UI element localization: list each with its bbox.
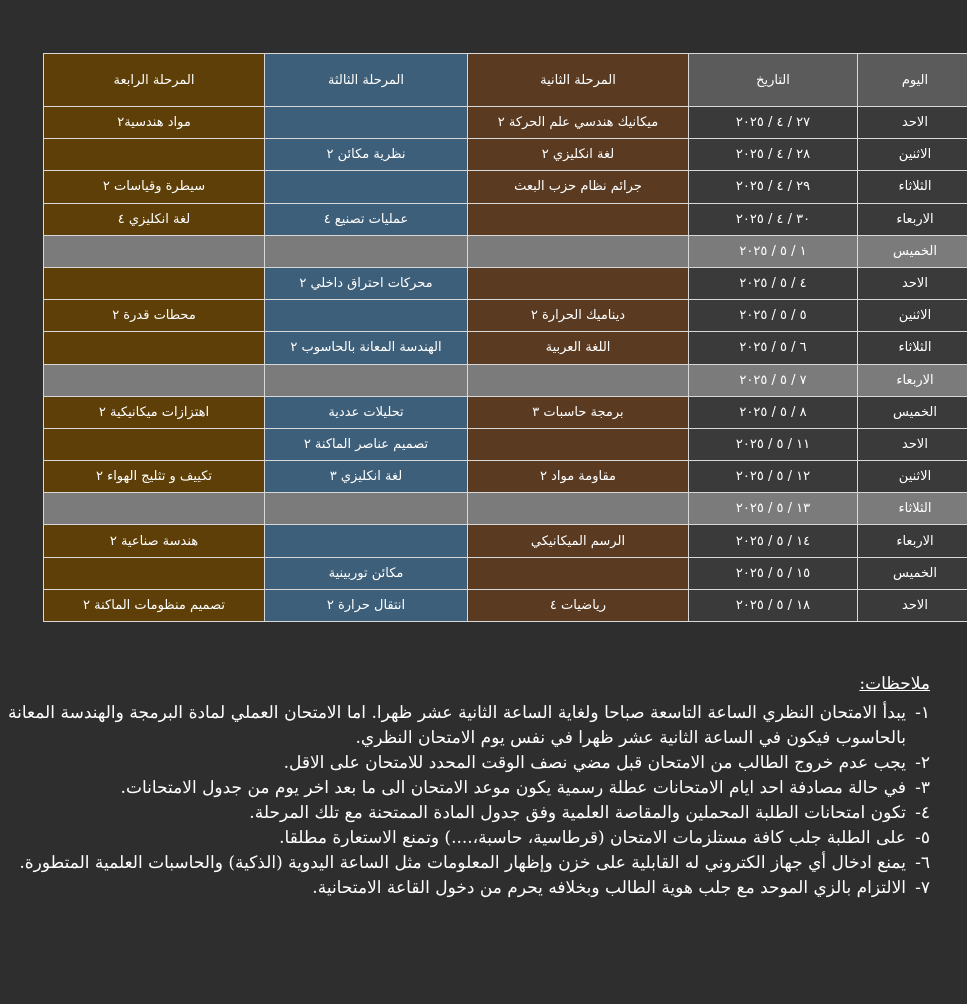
table-row: [44, 267, 967, 299]
cell-date: ٤ / ٥ / ٢٠٢٥: [689, 267, 858, 299]
cell-stage2: الرسم الميكانيكي: [468, 525, 689, 557]
cell-stage4: اهتزازات ميكانيكية ٢: [44, 396, 265, 428]
note-item: [8, 826, 930, 851]
note-number: ١-: [915, 703, 930, 723]
cell-day: الاثنين: [858, 300, 967, 332]
note-number: ٧-: [915, 878, 930, 898]
note-text: يجب عدم خروج الطالب من الامتحان قبل مضي نصف الوقت المحدد للامتحان على الاقل.: [283, 753, 906, 773]
header-stage4: المرحلة الرابعة: [44, 54, 265, 107]
header-stage3: المرحلة الثالثة: [265, 54, 468, 107]
note-text: تكون امتحانات الطلبة المحملين والمقاصة العلمية وفق جدول المادة الممتحنة مع تلك المرحلة.: [249, 803, 906, 823]
cell-stage4: [44, 557, 265, 589]
cell-stage4: [44, 364, 265, 396]
cell-day: الاحد: [858, 107, 967, 139]
table-row: [44, 235, 967, 267]
cell-stage2: [468, 493, 689, 525]
cell-day: الاربعاء: [858, 364, 967, 396]
cell-date: ٢٧ / ٤ / ٢٠٢٥: [689, 107, 858, 139]
cell-stage3: تحليلات عددية: [265, 396, 468, 428]
cell-stage4: سيطرة وقياسات ٢: [44, 171, 265, 203]
cell-day: الاربعاء: [858, 203, 967, 235]
cell-stage3: [265, 493, 468, 525]
cell-date: ١٤ / ٥ / ٢٠٢٥: [689, 525, 858, 557]
cell-stage4: مواد هندسية٢: [44, 107, 265, 139]
cell-stage4: محطات قدرة ٢: [44, 300, 265, 332]
cell-day: الاحد: [858, 428, 967, 460]
table-row: [44, 300, 967, 332]
cell-stage4: [44, 139, 265, 171]
cell-stage4: [44, 428, 265, 460]
cell-day: الاثنين: [858, 461, 967, 493]
cell-date: ١١ / ٥ / ٢٠٢٥: [689, 428, 858, 460]
cell-stage2: [468, 235, 689, 267]
table-row: [44, 557, 967, 589]
cell-stage3: [265, 300, 468, 332]
table-row: [44, 171, 967, 203]
cell-stage2: لغة انكليزي ٢: [468, 139, 689, 171]
cell-date: ١ / ٥ / ٢٠٢٥: [689, 235, 858, 267]
note-text: يمنع ادخال أي جهاز الكتروني له القابلية على خزن وإظهار المعلومات مثل الساعة اليدوية (الذكية) والحاسبات العلمية المتطورة.: [19, 853, 906, 873]
cell-date: ٣٠ / ٤ / ٢٠٢٥: [689, 203, 858, 235]
cell-day: الاثنين: [858, 139, 967, 171]
cell-day: الخميس: [858, 557, 967, 589]
note-number: ٥-: [915, 828, 930, 848]
notes-list: [8, 701, 930, 901]
table-row: [44, 589, 967, 621]
cell-stage2: اللغة العربية: [468, 332, 689, 364]
cell-stage2: [468, 267, 689, 299]
note-item: [8, 876, 930, 901]
note-text: على الطلبة جلب كافة مستلزمات الامتحان (قرطاسية، حاسبة،....) وتمنع الاستعارة مطلقا.: [279, 828, 906, 848]
notes-title: ملاحظات:: [859, 674, 930, 694]
cell-stage2: [468, 557, 689, 589]
cell-stage3: الهندسة المعانة بالحاسوب ٢: [265, 332, 468, 364]
table-row: [44, 139, 967, 171]
table-row: [44, 461, 967, 493]
cell-stage4: [44, 493, 265, 525]
cell-stage4: [44, 267, 265, 299]
cell-stage4: لغة انكليزي ٤: [44, 203, 265, 235]
notes-section: [8, 672, 930, 901]
note-text: يبدأ الامتحان النظري الساعة التاسعة صباحا ولغاية الساعة الثانية عشر ظهرا. اما الامتحان العملي لمادة البرمجة والهندسة المعانة بالحاسوب فيكون في الساعة الثانية عشر ظهرا في نفس يوم الامتحان النظري.: [8, 703, 906, 748]
cell-stage3: محركات احتراق داخلي ٢: [265, 267, 468, 299]
table-body: [44, 107, 967, 622]
table-row: [44, 364, 967, 396]
cell-day: الثلاثاء: [858, 493, 967, 525]
cell-stage3: عمليات تصنيع ٤: [265, 203, 468, 235]
cell-day: الخميس: [858, 235, 967, 267]
cell-date: ١٨ / ٥ / ٢٠٢٥: [689, 589, 858, 621]
cell-day: الاحد: [858, 267, 967, 299]
cell-stage2: برمجة حاسبات ٣: [468, 396, 689, 428]
table-row: [44, 107, 967, 139]
header-date: التاريخ: [689, 54, 858, 107]
cell-day: الثلاثاء: [858, 171, 967, 203]
note-item: [8, 751, 930, 776]
cell-stage3: [265, 107, 468, 139]
note-item: [8, 701, 930, 751]
exam-schedule-table: [43, 53, 967, 622]
cell-stage3: انتقال حرارة ٢: [265, 589, 468, 621]
cell-date: ٢٩ / ٤ / ٢٠٢٥: [689, 171, 858, 203]
cell-stage3: لغة انكليزي ٣: [265, 461, 468, 493]
table-row: [44, 428, 967, 460]
table-header-row: [44, 54, 967, 107]
cell-stage2: ديناميك الحرارة ٢: [468, 300, 689, 332]
table-row: [44, 332, 967, 364]
cell-stage4: تكييف و تثليج الهواء ٢: [44, 461, 265, 493]
cell-day: الثلاثاء: [858, 332, 967, 364]
cell-date: ١٣ / ٥ / ٢٠٢٥: [689, 493, 858, 525]
cell-stage3: [265, 171, 468, 203]
table-row: [44, 493, 967, 525]
note-number: ٣-: [915, 778, 930, 798]
cell-stage2: رياضيات ٤: [468, 589, 689, 621]
cell-day: الخميس: [858, 396, 967, 428]
note-text: الالتزام بالزي الموحد مع جلب هوية الطالب وبخلافه يحرم من دخول القاعة الامتحانية.: [312, 878, 906, 898]
cell-day: الاربعاء: [858, 525, 967, 557]
cell-stage4: [44, 332, 265, 364]
cell-date: ٦ / ٥ / ٢٠٢٥: [689, 332, 858, 364]
cell-date: ٢٨ / ٤ / ٢٠٢٥: [689, 139, 858, 171]
cell-date: ٨ / ٥ / ٢٠٢٥: [689, 396, 858, 428]
table-row: [44, 396, 967, 428]
note-item: [8, 801, 930, 826]
cell-stage4: [44, 235, 265, 267]
header-day: اليوم: [858, 54, 967, 107]
cell-stage4: هندسة صناعية ٢: [44, 525, 265, 557]
cell-stage3: [265, 235, 468, 267]
note-number: ٤-: [915, 803, 930, 823]
cell-stage3: نظرية مكائن ٢: [265, 139, 468, 171]
header-stage2: المرحلة الثانية: [468, 54, 689, 107]
cell-stage3: تصميم عناصر الماكنة ٢: [265, 428, 468, 460]
cell-day: الاحد: [858, 589, 967, 621]
cell-stage4: تصميم منظومات الماكنة ٢: [44, 589, 265, 621]
cell-date: ٧ / ٥ / ٢٠٢٥: [689, 364, 858, 396]
cell-stage3: [265, 525, 468, 557]
cell-stage2: جرائم نظام حزب البعث: [468, 171, 689, 203]
cell-stage3: مكائن توربينية: [265, 557, 468, 589]
cell-date: ١٢ / ٥ / ٢٠٢٥: [689, 461, 858, 493]
cell-stage2: مقاومة مواد ٢: [468, 461, 689, 493]
note-number: ٦-: [915, 853, 930, 873]
cell-stage2: ميكانيك هندسي علم الحركة ٢: [468, 107, 689, 139]
cell-stage2: [468, 428, 689, 460]
cell-date: ٥ / ٥ / ٢٠٢٥: [689, 300, 858, 332]
note-text: في حالة مصادفة احد ايام الامتحانات عطلة رسمية يكون موعد الامتحان الى ما بعد اخر يوم من جدول الامتحانات.: [120, 778, 906, 798]
note-number: ٢-: [915, 753, 930, 773]
cell-stage3: [265, 364, 468, 396]
table-row: [44, 203, 967, 235]
cell-date: ١٥ / ٥ / ٢٠٢٥: [689, 557, 858, 589]
cell-stage2: [468, 203, 689, 235]
table-row: [44, 525, 967, 557]
note-item: [8, 851, 930, 876]
cell-stage2: [468, 364, 689, 396]
note-item: [8, 776, 930, 801]
